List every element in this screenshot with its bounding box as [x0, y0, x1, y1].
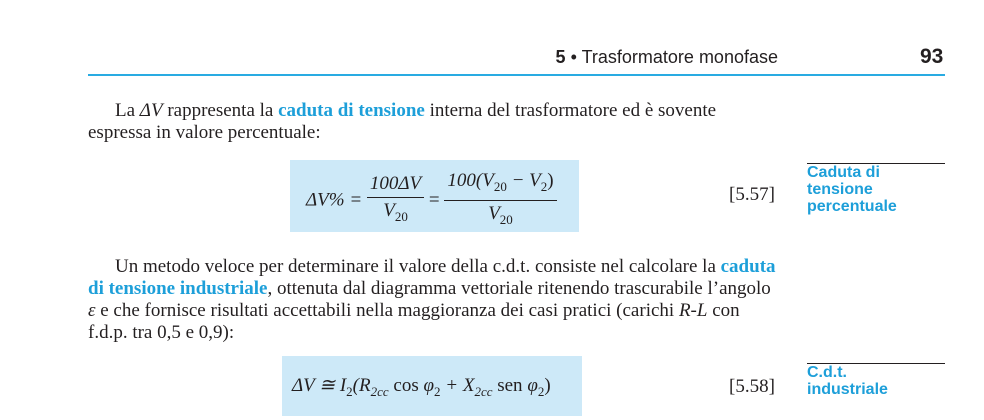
margin-note-line: C.d.t. — [807, 364, 847, 381]
equation-5-58 — [292, 375, 551, 403]
header-bullet: • — [570, 47, 577, 67]
eq2-phi-2-sub: 2 — [537, 383, 545, 399]
page-number: 93 — [920, 45, 944, 68]
chapter-title: Trasformatore monofase — [581, 47, 778, 67]
eq1-frac2-num-b: − V — [506, 170, 541, 191]
equation-number-5-57: [5.57] — [729, 184, 775, 205]
eq1-equals: = — [428, 189, 440, 211]
margin-note-line: percentuale — [807, 198, 897, 215]
eq2-phi-1-sub: 2 — [434, 383, 441, 399]
running-header — [556, 47, 778, 68]
equation-5-57 — [306, 170, 557, 231]
eq1-frac2-den-sub: 20 — [499, 211, 513, 227]
delta-v-symbol: ΔV — [139, 100, 163, 121]
margin-note-line: Caduta di — [807, 164, 880, 181]
eq2-phi-1: φ — [423, 375, 434, 396]
eq2-phi-2: φ — [527, 375, 538, 396]
para2-text-d: con f.d.p. tra 0,5 e 0,9): — [88, 300, 740, 343]
margin-note-caduta-percentuale — [807, 163, 945, 215]
eq2-r-term: (R — [352, 375, 371, 396]
eq1-frac2-num-sub1: 20 — [493, 178, 507, 194]
eq1-v-symbol: V — [383, 199, 395, 221]
paragraph-method — [88, 256, 780, 344]
eq1-subscript: 20 — [394, 208, 408, 224]
eq2-sen: sen — [492, 375, 528, 396]
term-caduta-di-tensione: caduta di tensione — [278, 100, 425, 121]
eq1-frac2-denominator — [444, 201, 556, 231]
para2-text-c: e che fornisce risultati accettabili nella maggioranza dei casi pratici (carichi — [95, 300, 679, 321]
paragraph-intro — [88, 100, 780, 144]
eq1-frac2-num-a: 100(V — [447, 170, 494, 191]
eq1-frac2-v-symbol: V — [488, 202, 500, 224]
rl-term: R-L — [678, 300, 708, 321]
margin-note-cdt-industriale — [807, 363, 945, 398]
eq1-fraction-1 — [367, 173, 424, 228]
margin-note-line: tensione — [807, 181, 873, 198]
eq1-frac2-num-c: ) — [547, 170, 554, 191]
eq1-lhs: ΔV% = — [306, 189, 363, 211]
eq1-frac2-num-sub2: 2 — [540, 178, 548, 194]
eq2-cos: cos — [388, 375, 424, 396]
header-rule — [88, 74, 945, 76]
eq2-x-sub: 2cc — [474, 383, 493, 399]
eq2-r-sub: 2cc — [370, 383, 389, 399]
eq1-frac2-numerator — [444, 170, 556, 201]
eq2-close-paren: ) — [544, 375, 551, 396]
eq1-fraction-2 — [444, 170, 556, 231]
eq1-frac1-numerator: 100ΔV — [367, 173, 424, 198]
equation-number-5-58: [5.58] — [729, 376, 775, 397]
para2-text-a: Un metodo veloce per determinare il valore della c.d.t. consiste nel calcolare la — [115, 256, 721, 277]
para1-text-a: La — [115, 100, 140, 121]
epsilon-symbol: ε — [88, 300, 96, 321]
chapter-number: 5 — [555, 47, 566, 67]
para2-text-b: , ottenuta dal diagramma vettoriale ritenendo trascurabile l’angolo — [267, 278, 771, 299]
eq2-lhs: ΔV ≅ I — [292, 375, 347, 396]
para1-text-b: rappresenta la — [162, 100, 279, 121]
eq2-i-sub: 2 — [346, 383, 353, 399]
eq1-frac1-denominator — [367, 198, 424, 228]
para1-text-c: interna del trasformatore ed è sovente espressa in valore percentuale: — [88, 100, 717, 143]
margin-note-line: industriale — [807, 381, 888, 398]
eq2-x-term: + X — [440, 375, 475, 396]
term-caduta-industriale: caduta di tensione industriale — [88, 256, 776, 299]
